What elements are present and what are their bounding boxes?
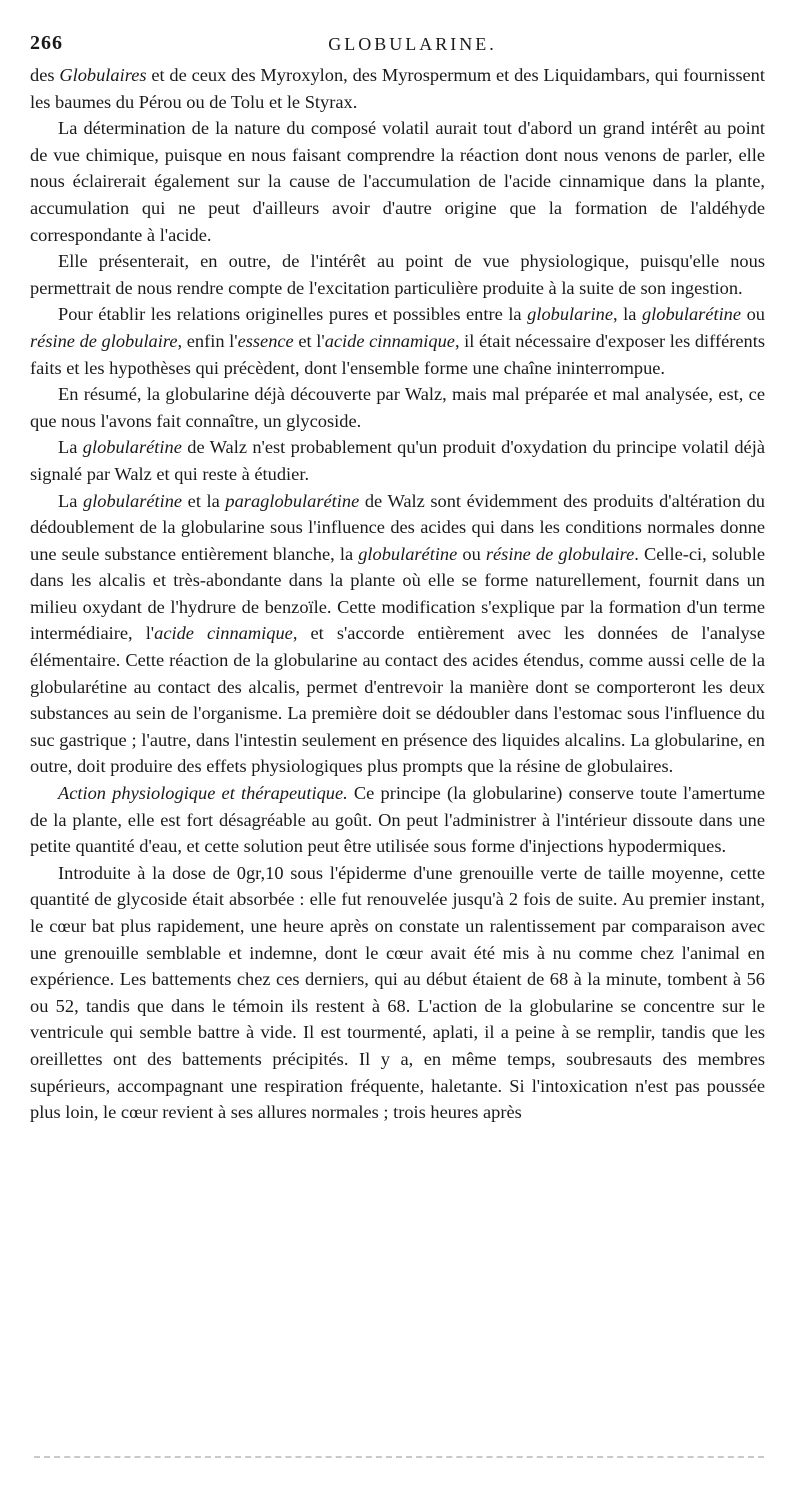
text-run: de Walz n'est probablement qu'un produit d'oxydation du principe volatil déjà signalé par Walz et qui reste à étudier. [30, 437, 765, 484]
text-run: et l' [293, 330, 325, 351]
italic-term: Globulaires [59, 65, 147, 85]
text-run: Pour établir les relations originelles pures et possibles entre la [58, 304, 528, 325]
italic-term: globularétine [358, 543, 458, 564]
italic-term: globularétine [641, 304, 742, 325]
running-title: GLOBULARINE. [328, 34, 497, 54]
paragraph [30, 860, 765, 1126]
text-run: En résumé, la globularine déjà découverte par Walz, mais mal préparée et mal analysée, est, ce que nous l'avons fait connaître, un glycoside. [30, 384, 765, 431]
paragraph [30, 434, 765, 487]
italic-term: essence [237, 330, 294, 351]
text-run: de Walz sont évidemment des produits d'altération du dédoublement de la globularine sous l'influence des acides qui dans les conditions normales donne une seule substance entièrement blanche, la [30, 490, 765, 564]
paragraph [30, 488, 765, 781]
italic-term: résine de globulaire [485, 543, 635, 564]
page-number: 266 [30, 32, 63, 54]
text-run: Ce principe (la globularine) conserve toute l'amertume de la plante, elle est fort désagréable au goût. On peut l'administrer à l'intérieur dissoute dans une petite quantité d'eau, et cette solution peut être utilisée sous forme d'injections hypodermiques. [30, 783, 765, 857]
text-run: et la [182, 490, 226, 511]
book-page [30, 28, 765, 1126]
italic-term: globularétine [83, 490, 183, 511]
text-run: La [58, 490, 83, 511]
text-run: La [58, 437, 83, 458]
text-run: . Celle-ci, soluble dans les alcalis et très-abondante dans la plante où elle se forme naturellement, fournit dans un milieu oxydant de l'hydrure de benzoïle. Cette modification s'explique par la formation d'un terme intermédiaire, l' [30, 543, 765, 644]
italic-term: Action physiologique et thérapeutique. [58, 783, 348, 804]
text-run: , la [612, 304, 642, 325]
text-run: ou [457, 543, 486, 564]
page-header [30, 28, 765, 62]
text-run: , il était nécessaire d'exposer les différents faits et les hypothèses qui précèdent, dont l'ensemble forme une chaîne ininterrompue. [30, 330, 765, 378]
paragraph [30, 780, 765, 860]
italic-term: acide cinnamique [324, 330, 455, 351]
paragraph [30, 381, 765, 434]
paragraph [30, 248, 765, 301]
italic-term: globularine [527, 304, 613, 325]
italic-term: résine de globulaire [30, 330, 178, 351]
text-run: La détermination de la nature du composé volatil aurait tout d'abord un grand intérêt au point de vue chimique, puisque en nous faisant comprendre la réaction dont nous venons de parler, elle nous éclairerait également sur la cause de l'accumulation de l'acide cinnamique dans la plante, accumulation qui ne peut d'ailleurs avoir d'autre origine que la formation de l'aldéhyde correspondante à l'acide. [30, 118, 765, 245]
paragraph [30, 301, 765, 381]
text-run: , et s'accorde entièrement avec les données de l'analyse élémentaire. Cette réaction de la globularine au contact des acides étendus, comme aussi celle de la globularétine au contact des alcalis, permet d'entrevoir la manière dont se comporteront les deux substances au sein de l'organisme. La première doit se dédoubler dans l'estomac sous l'influence du suc gastrique ; l'autre, dans l'intestin seulement en présence des liquides alcalins. La globularine, en outre, doit produire des effets physiologiques plus prompts que la résine de globulaires. [30, 623, 765, 777]
body-text [30, 62, 765, 1126]
text-run: des [30, 65, 60, 85]
text-run: Elle présenterait, en outre, de l'intérêt au point de vue physiologique, puisqu'elle nous permettrait de nous rendre compte de l'excitation particulière produite à la suite de son ingestion. [30, 251, 765, 298]
paragraph [30, 115, 765, 248]
text-run: et de ceux des Myroxylon, des Myrospermum et des Liquidambars, qui fournissent les baumes du Pérou ou de Tolu et le Styrax. [30, 65, 765, 112]
text-run: Introduite à la dose de 0gr,10 sous l'épiderme d'une grenouille verte de taille moyenne, cette quantité de glycoside était absorbée : elle fut renouvelée jusqu'à 2 fois de suite. Au premier instant, le cœur bat plus rapidement, une heure après on constate un ralentissement par comparaison avec une grenouille semblable et indemne, dont le cœur avait été mis à nu comme chez l'animal en expérience. Les battements chez ces derniers, qui au début étaient de 68 à la minute, tombent à 56 ou 52, tandis que dans le témoin ils restent à 68. L'action de la globularine se concentre sur le ventricule qui semble battre à vide. Il est tourmenté, aplati, il a peine à se remplir, tandis que les oreillettes ont des battements précipités. Il y a, en même temps, soubresauts des membres supérieurs, accompagnant une respiration fréquente, haletante. Si l'intoxication n'est pas poussée plus loin, le cœur revient à ses allures normales ; trois heures après [30, 862, 765, 1123]
text-run: ou [741, 304, 765, 325]
italic-term: paraglobularétine [225, 490, 360, 511]
italic-term: acide cinnamique [154, 623, 293, 644]
text-run: , enfin l' [177, 330, 238, 351]
footer-divider [34, 1456, 764, 1458]
italic-term: globularétine [82, 437, 182, 458]
paragraph [30, 62, 765, 115]
